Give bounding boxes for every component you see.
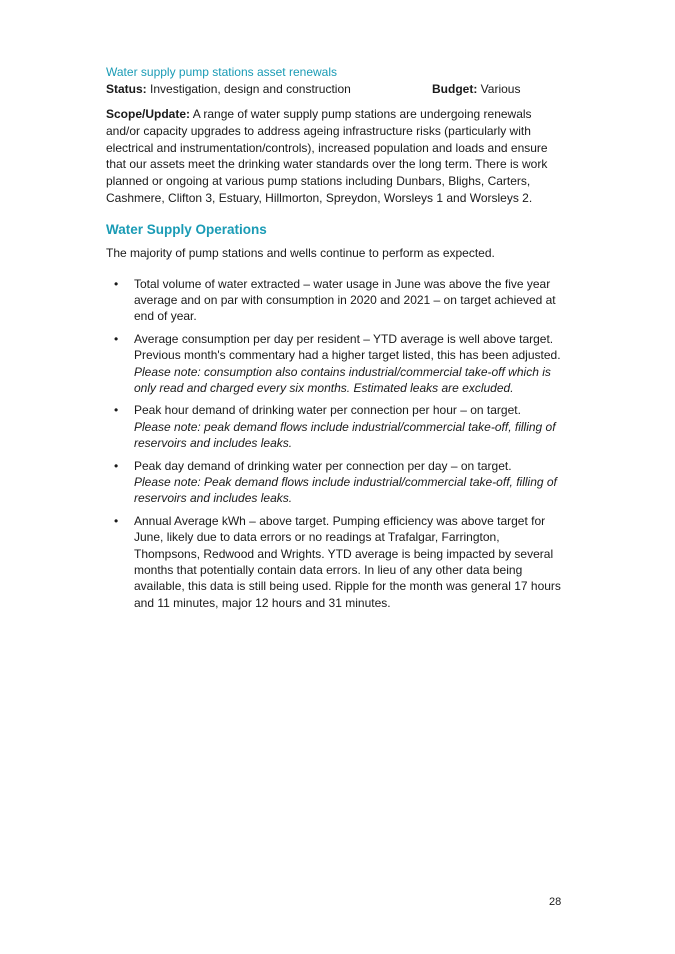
list-item [106, 331, 566, 397]
list-item [106, 458, 566, 507]
bullet-note: Please note: Peak demand flows include industrial/commercial take-off, filling of reservoirs and includes leaks. [134, 475, 557, 506]
budget-label: Budget: [432, 82, 478, 96]
operations-heading: Water Supply Operations [106, 221, 267, 237]
bullet-text: Total volume of water extracted – water usage in June was above the five year average and on par with consumption in 2020 and 2021 – on target achieved at end of year. [134, 276, 556, 324]
document-page [106, 64, 566, 617]
page-number: 28 [549, 896, 562, 908]
list-item [106, 513, 566, 611]
bullet-note: Please note: consumption also contains industrial/commercial take-off which is only read and charged every six months. Estimated leaks are excluded. [134, 364, 551, 396]
bullet-icon: • [114, 458, 119, 473]
list-item [106, 276, 566, 325]
bullet-text: Average consumption per day per resident – YTD average is well above target. Previous month's commentary had a higher target listed, this has been adjusted. [134, 331, 561, 363]
operations-intro: The majority of pump stations and wells continue to perform as expected. [106, 245, 495, 260]
budget-field [432, 81, 520, 97]
operations-bullet-list [106, 276, 566, 612]
status-value: Investigation, design and construction [150, 82, 351, 96]
status-line [106, 81, 566, 97]
list-item [106, 402, 566, 451]
budget-value: Various [480, 82, 521, 96]
status-label: Status: [106, 82, 147, 96]
scope-paragraph [106, 106, 566, 207]
bullet-note: Please note: peak demand flows include industrial/commercial take-off, filling of reservoirs and includes leaks. [134, 419, 556, 451]
bullet-icon: • [114, 403, 119, 418]
bullet-text: Peak day demand of drinking water per connection per day – on target. [134, 458, 512, 473]
renewals-heading: Water supply pump stations asset renewals [106, 65, 337, 79]
bullet-text: Peak hour demand of drinking water per connection per hour – on target. [134, 403, 521, 418]
bullet-icon: • [114, 276, 119, 291]
bullet-icon: • [114, 513, 119, 528]
scope-label: Scope/Update: [106, 107, 191, 121]
bullet-icon: • [114, 331, 119, 346]
bullet-text: Annual Average kWh – above target. Pumping efficiency was above target for June, likely due to data errors or no readings at Trafalgar, Farrington, Thompsons, Redwood and Wrights. YTD average is being impacted by several months that potentially contain data errors. In lieu of any other data being available, this data is still being used. Ripple for the month was general 17 hours and 11 minutes, major 12 hours and 31 minutes. [134, 513, 561, 610]
scope-text: A range of water supply pump stations are undergoing renewals and/or capacity upgrades to address ageing infrastructure risks (particularly with electrical and instrumentation/controls), increased population and loads and ensure that our assets meet the drinking water standards over the long term. There is work planned or ongoing at various pump stations including Dunbars, Blighs, Carters, Cashmere, Clifton 3, Estuary, Hillmorton, Spreydon, Worsleys 1 and Worsleys 2. [106, 107, 548, 205]
status-field [106, 82, 351, 96]
